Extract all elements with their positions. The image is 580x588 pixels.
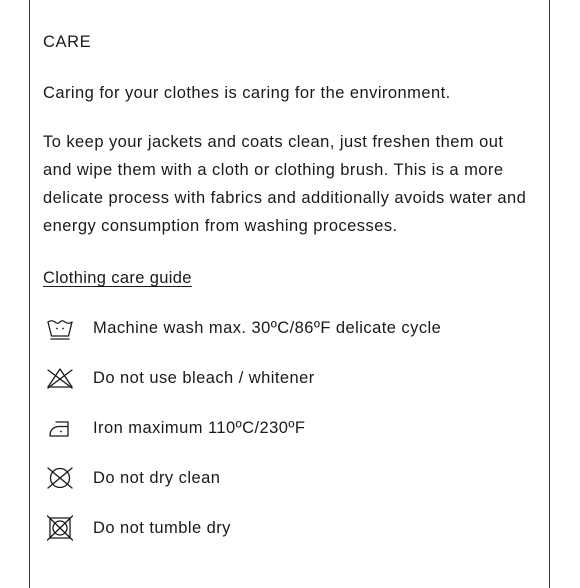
clothing-care-guide-link[interactable]: Clothing care guide xyxy=(43,269,192,287)
care-item-bleach xyxy=(43,353,441,403)
care-body-text: To keep your jackets and coats clean, just freshen them out and wipe them with a cloth or clothing brush. This is a more delicate process with fabrics and additionally avoids water and energy consumption from washing processes. xyxy=(43,133,527,235)
care-item-label: Do not use bleach / whitener xyxy=(93,368,315,387)
no-bleach-icon xyxy=(43,361,77,395)
no-dry-clean-icon xyxy=(43,461,77,495)
care-item-label: Iron maximum 110ºC/230ºF xyxy=(93,418,306,437)
care-item-wash xyxy=(43,303,441,353)
care-instructions-list xyxy=(43,303,441,553)
no-tumble-dry-icon xyxy=(43,511,77,545)
iron-low-icon xyxy=(43,411,77,445)
care-item-tumble-dry xyxy=(43,503,441,553)
care-item-iron xyxy=(43,403,441,453)
care-panel xyxy=(29,0,550,588)
care-item-label: Do not tumble dry xyxy=(93,518,231,537)
care-item-label: Machine wash max. 30ºC/86ºF delicate cycle xyxy=(93,318,442,337)
care-item-label: Do not dry clean xyxy=(93,468,221,487)
wash-30-delicate-icon xyxy=(43,311,77,345)
section-title: CARE xyxy=(43,33,92,51)
care-item-dry-clean xyxy=(43,453,441,503)
care-intro-text: Caring for your clothes is caring for the environment. xyxy=(43,84,451,102)
